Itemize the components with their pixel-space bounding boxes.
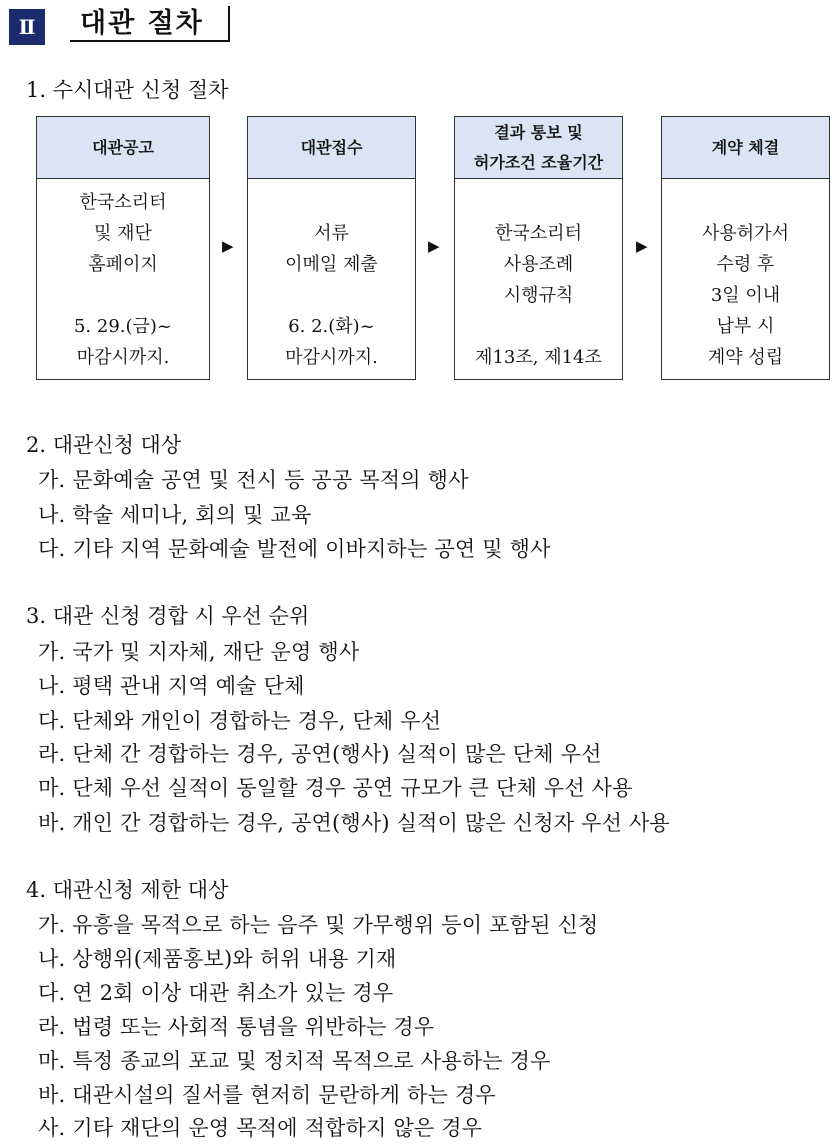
step-body-line: 서류 [314,223,349,244]
step-body-line: 6. 2.(화)~ [288,316,375,337]
step-head [248,117,415,179]
step-head-line: 계약 체결 [711,137,780,157]
list-item: 나. 상행위(제품홍보)와 허위 내용 기재 [38,947,397,971]
list-item: 나. 평택 관내 지역 예술 단체 [38,674,305,698]
list-item: 나. 학술 세미나, 회의 및 교육 [38,503,312,527]
step-box-contract [661,116,830,380]
step-body [248,179,415,373]
flow-arrow-icon: ▶ [428,237,440,255]
section1-title: 1. 수시대관 신청 절차 [26,78,229,102]
list-item: 마. 특정 종교의 포교 및 정치적 목적으로 사용하는 경우 [38,1049,551,1073]
list-item: 다. 단체와 개인이 경합하는 경우, 단체 우선 [38,709,442,733]
step-head [37,117,209,179]
section3-title: 3. 대관 신청 경합 시 우선 순위 [26,604,310,628]
step-body-line: 마감시까지. [285,347,378,368]
step-head-line: 허가조건 조율기간 [473,152,604,172]
step-body-line: 홈페이지 [88,254,158,275]
step-box-announcement [36,116,210,380]
step-body-line: 납부 시 [716,316,775,337]
step-box-reception [247,116,416,380]
step-head-line: 결과 통보 및 [494,122,583,142]
flow-arrow-icon: ▶ [636,237,648,255]
step-body-line: 마감시까지. [76,347,170,368]
step-body [455,179,622,373]
chapter-title: 대관 절차 [70,6,230,42]
step-body-line [455,311,622,342]
section2-title: 2. 대관신청 대상 [26,433,182,457]
step-body-line [248,187,415,218]
step-body-line: 한국소리터 [495,223,582,244]
list-item: 가. 유흥을 목적으로 하는 음주 및 가무행위 등이 포함된 신청 [38,913,599,937]
step-body [662,179,829,373]
step-body-line [455,187,622,218]
section4-title: 4. 대관신청 제한 대상 [26,878,229,902]
step-head [662,117,829,179]
step-body-line: 계약 성립 [707,347,784,368]
step-body [37,179,209,373]
step-body-line: 사용조례 [503,254,574,275]
list-item: 사. 기타 재단의 운영 목적에 적합하지 않은 경우 [38,1116,483,1140]
list-item: 다. 연 2회 이상 대관 취소가 있는 경우 [38,981,394,1005]
step-body-line: 및 재단 [94,223,152,244]
list-item: 마. 단체 우선 실적이 동일할 경우 공연 규모가 큰 단체 우선 사용 [38,776,633,800]
step-body-line: 사용허가서 [702,223,789,244]
step-box-result [454,116,623,380]
list-item: 가. 국가 및 지자체, 재단 운영 행사 [38,640,360,664]
flow-arrow-icon: ▶ [222,237,234,255]
step-body-line: 한국소리터 [79,192,167,213]
list-item: 다. 기타 지역 문화예술 발전에 이바지하는 공연 및 행사 [38,537,551,561]
step-body-line: 5. 29.(금)~ [73,316,173,337]
step-body-line: 제13조, 제14조 [475,347,602,368]
list-item: 바. 개인 간 경합하는 경우, 공연(행사) 실적이 많은 신청자 우선 사용 [38,811,670,835]
step-body-line: 시행규칙 [503,285,574,306]
chapter-number-badge: Ⅱ [9,9,45,45]
step-body-line [662,187,829,218]
step-body-line: 3일 이내 [710,285,781,306]
step-body-line [37,280,209,311]
list-item: 라. 단체 간 경합하는 경우, 공연(행사) 실적이 많은 단체 우선 [38,742,602,766]
step-head-line: 대관접수 [300,137,363,157]
step-body-line [248,280,415,311]
step-head-line: 대관공고 [92,137,154,157]
list-item: 가. 문화예술 공연 및 전시 등 공공 목적의 행사 [38,468,469,492]
step-head [455,117,622,179]
list-item: 바. 대관시설의 질서를 현저히 문란하게 하는 경우 [38,1083,496,1107]
list-item: 라. 법령 또는 사회적 통념을 위반하는 경우 [38,1015,435,1039]
step-body-line: 이메일 제출 [285,254,378,275]
step-body-line: 수령 후 [716,254,775,275]
